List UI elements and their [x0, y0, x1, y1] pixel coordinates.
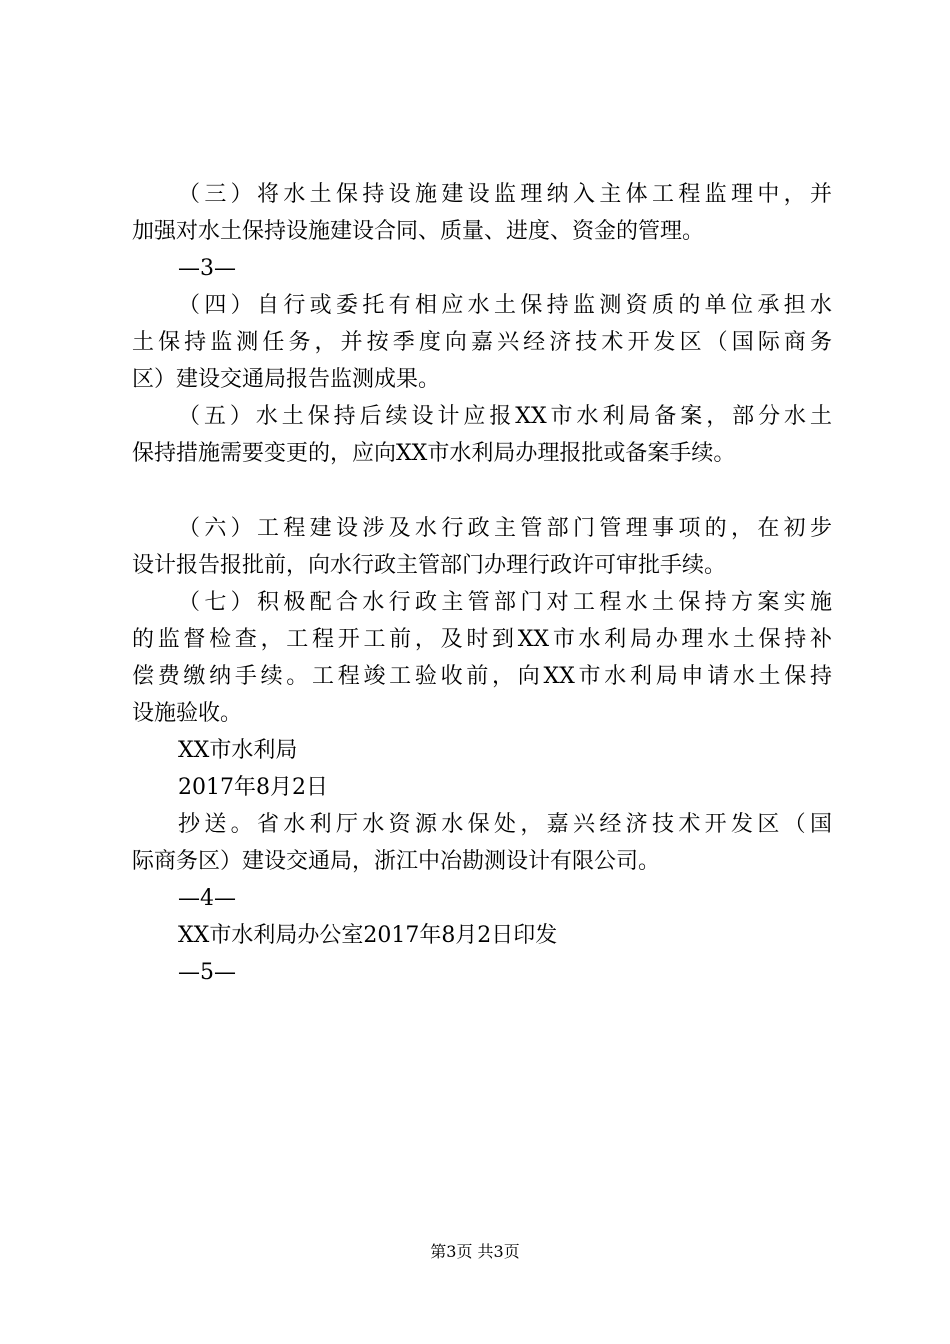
paragraph-item-6: [132, 510, 832, 584]
paragraph-line: （三）将水土保持设施建设监理纳入主体工程监理中，并: [178, 182, 832, 207]
paragraph-line: （五）水土保持后续设计应报XX市水利局备案，部分水土: [178, 404, 832, 429]
paragraph-line: 设施验收。: [132, 701, 243, 726]
page-footer: [0, 1240, 950, 1264]
paragraph-line: （七）积极配合水行政主管部门对工程水土保持方案实施: [178, 590, 832, 615]
paragraph-item-5: [132, 398, 832, 472]
document-body: [132, 176, 832, 991]
paragraph-line: （四）自行或委托有相应水土保持监测资质的单位承担水: [178, 293, 832, 318]
issue-line: [132, 917, 832, 954]
page-number-text: 第3页 共3页: [430, 1242, 520, 1261]
page-marker-text: —5—: [178, 960, 236, 985]
paragraph-gap: [132, 472, 832, 510]
paragraph-line: 的监督检查，工程开工前，及时到XX市水利局办理水土保持补: [132, 627, 832, 652]
signature-org: [132, 732, 832, 769]
paragraph-item-3: [132, 176, 832, 250]
paragraph-line: 偿费缴纳手续。工程竣工验收前，向XX市水利局申请水土保持: [132, 664, 832, 689]
page-marker-5: [132, 954, 832, 991]
paragraph-line: 际商务区）建设交通局，浙江中冶勘测设计有限公司。: [132, 849, 661, 874]
page-marker-3: [132, 250, 832, 287]
cc-paragraph: [132, 806, 832, 880]
issue-line-text: XX市水利局办公室2017年8月2日印发: [178, 923, 558, 948]
paragraph-line: （六）工程建设涉及水行政主管部门管理事项的，在初步: [178, 516, 832, 541]
paragraph-line: 抄送。省水利厅水资源水保处，嘉兴经济技术开发区（国: [178, 812, 832, 837]
paragraph-line: 保持措施需要变更的，应向XX市水利局办理报批或备案手续。: [132, 441, 736, 466]
paragraph-line: 加强对水土保持设施建设合同、质量、进度、资金的管理。: [132, 219, 705, 244]
page-marker-4: [132, 880, 832, 917]
paragraph-item-7: [132, 584, 832, 732]
page-marker-text: —3—: [178, 256, 236, 281]
page-marker-text: —4—: [178, 886, 236, 911]
paragraph-item-4: [132, 287, 832, 398]
signature-date-text: 2017年8月2日: [178, 775, 328, 800]
paragraph-line: 区）建设交通局报告监测成果。: [132, 367, 441, 392]
signature-org-text: XX市水利局: [178, 738, 298, 763]
signature-date: [132, 769, 832, 806]
paragraph-line: 土保持监测任务，并按季度向嘉兴经济技术开发区（国际商务: [132, 330, 832, 355]
paragraph-line: 设计报告报批前，向水行政主管部门办理行政许可审批手续。: [132, 553, 727, 578]
